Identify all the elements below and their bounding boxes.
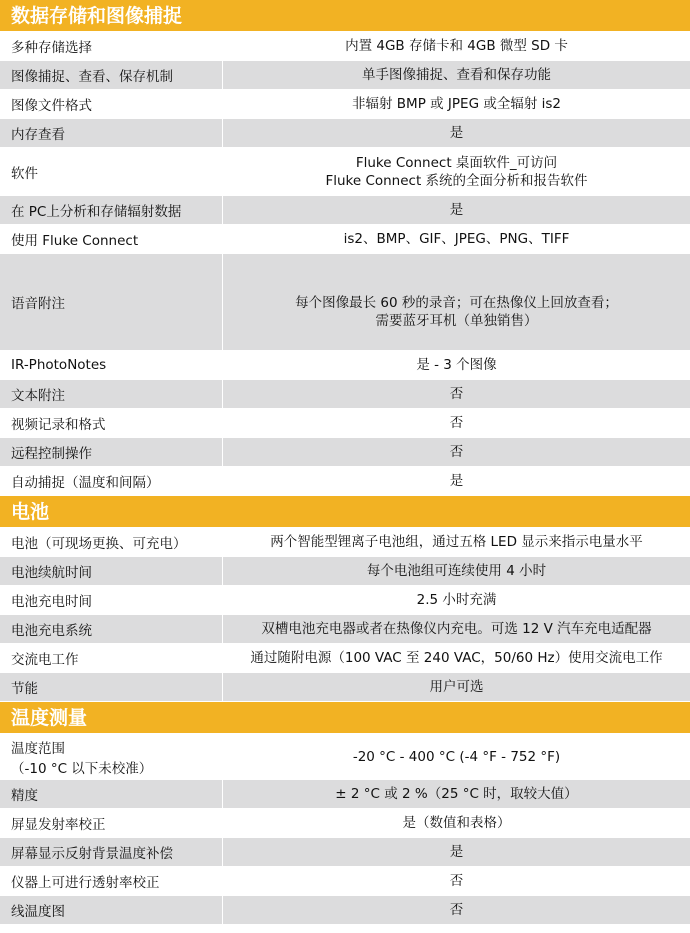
spec-row <box>0 409 690 438</box>
spec-label-cell <box>0 32 222 60</box>
spec-label: 电池（可现场更换、可充电） <box>11 536 187 552</box>
spec-row <box>0 380 690 409</box>
spec-value: 否 <box>449 902 464 918</box>
spec-value: 是 <box>449 473 464 489</box>
spec-row <box>0 734 690 780</box>
spec-value-cell <box>222 196 690 224</box>
spec-label-cell <box>0 438 222 466</box>
spec-label-cell <box>0 734 222 779</box>
spec-value-cell <box>222 896 690 924</box>
spec-value-cell <box>222 557 690 585</box>
spec-value-cell <box>222 867 690 895</box>
spec-value: 单手图像捕捉、查看和保存功能 <box>362 67 551 83</box>
spec-row <box>0 780 690 809</box>
spec-row <box>0 119 690 148</box>
spec-label-cell <box>0 409 222 437</box>
spec-label: 电池续航时间 <box>11 565 92 581</box>
spec-row <box>0 148 690 196</box>
spec-value-cell <box>222 61 690 89</box>
spec-label-cell <box>0 896 222 924</box>
spec-label-cell <box>0 119 222 147</box>
section-temperature-rows <box>0 734 690 925</box>
spec-value-cell <box>222 528 690 556</box>
spec-label-cell <box>0 586 222 614</box>
spec-label: 软件 <box>11 165 38 182</box>
spec-label: 图像捕捉、查看、保存机制 <box>11 69 173 85</box>
spec-row <box>0 557 690 586</box>
spec-value: 是 - 3 个图像 <box>416 357 497 373</box>
spec-value-cell <box>222 615 690 643</box>
spec-value: 用户可选 <box>429 679 484 695</box>
spec-value: 内置 4GB 存储卡和 4GB 微型 SD 卡 <box>345 38 568 54</box>
spec-row <box>0 32 690 61</box>
spec-label: 交流电工作 <box>11 652 79 668</box>
spec-value-cell <box>222 380 690 408</box>
spec-row <box>0 225 690 254</box>
spec-row <box>0 586 690 615</box>
spec-value: ± 2 °C 或 2 %（25 °C 时，取较大值） <box>335 786 578 802</box>
section-storage-rows <box>0 32 690 496</box>
spec-row <box>0 467 690 496</box>
spec-row <box>0 90 690 119</box>
spec-label-cell <box>0 380 222 408</box>
spec-label: 内存查看 <box>11 127 65 143</box>
spec-value-cell <box>222 673 690 701</box>
spec-label-cell <box>0 351 222 379</box>
spec-value: 通过随附电源（100 VAC 至 240 VAC，50/60 Hz）使用交流电工作 <box>250 650 663 666</box>
spec-label: 电池充电时间 <box>11 594 92 610</box>
spec-label-cell <box>0 225 222 253</box>
spec-row <box>0 254 690 351</box>
spec-label-cell <box>0 196 222 224</box>
spec-label: 节能 <box>11 681 38 697</box>
spec-label: 图像文件格式 <box>11 98 92 114</box>
spec-label-cell <box>0 61 222 89</box>
spec-label-cell <box>0 780 222 808</box>
spec-row <box>0 351 690 380</box>
spec-value-cell <box>222 225 690 253</box>
spec-value-cell <box>222 438 690 466</box>
spec-label-cell <box>0 254 222 350</box>
spec-row <box>0 673 690 702</box>
spec-value: is2、BMP、GIF、JPEG、PNG、TIFF <box>343 231 570 247</box>
spec-value: 否 <box>449 444 464 460</box>
spec-label: 语音附注 <box>11 296 65 312</box>
spec-label: 在 PC上分析和存储辐射数据 <box>11 204 182 220</box>
spec-value: 是 <box>449 202 464 218</box>
spec-label: 线温度图 <box>11 904 65 920</box>
spec-value: 每个图像最长 60 秒的录音；可在热像仪上回放查看； 需要蓝牙耳机（单独销售） <box>295 295 618 329</box>
spec-label: 屏幕显示反射背景温度补偿 <box>11 846 173 862</box>
section-battery-rows <box>0 528 690 702</box>
spec-row <box>0 896 690 925</box>
spec-row <box>0 838 690 867</box>
spec-value: 是 <box>449 125 464 141</box>
spec-value-cell <box>222 254 690 350</box>
spec-value: 非辐射 BMP 或 JPEG 或全辐射 is2 <box>352 96 561 112</box>
spec-label: 使用 Fluke Connect <box>11 233 139 249</box>
spec-value: 否 <box>449 415 464 431</box>
spec-value: 每个电池组可连续使用 4 小时 <box>366 563 547 579</box>
section-header-battery: 电池 <box>0 496 690 528</box>
spec-label-cell <box>0 673 222 701</box>
section-header-temperature: 温度测量 <box>0 702 690 734</box>
spec-value-cell <box>222 780 690 808</box>
spec-row <box>0 809 690 838</box>
spec-label: 电池充电系统 <box>11 623 92 639</box>
spec-label: 多种存储选择 <box>11 40 92 56</box>
spec-value-cell <box>222 644 690 672</box>
spec-label-cell <box>0 867 222 895</box>
spec-value-cell <box>222 809 690 837</box>
spec-row <box>0 196 690 225</box>
spec-row <box>0 438 690 467</box>
spec-row <box>0 61 690 90</box>
spec-label-cell <box>0 615 222 643</box>
spec-value-cell <box>222 838 690 866</box>
spec-value: 是 <box>449 844 464 860</box>
spec-value-cell <box>222 409 690 437</box>
spec-value-cell <box>222 148 690 195</box>
spec-value-cell <box>222 351 690 379</box>
spec-label: 精度 <box>11 788 38 804</box>
spec-row <box>0 644 690 673</box>
spec-label: 远程控制操作 <box>11 446 92 462</box>
spec-label-cell <box>0 90 222 118</box>
spec-value: 否 <box>449 386 464 402</box>
spec-label-cell <box>0 809 222 837</box>
spec-label-cell <box>0 838 222 866</box>
spec-row <box>0 615 690 644</box>
spec-value: 2.5 小时充满 <box>416 592 497 608</box>
spec-value-cell <box>222 586 690 614</box>
spec-value: 否 <box>449 873 464 889</box>
spec-label-cell <box>0 528 222 556</box>
spec-value-cell <box>222 119 690 147</box>
spec-label: 温度范围 （-10 °C 以下未校准） <box>11 740 153 777</box>
spec-label-cell <box>0 557 222 585</box>
spec-value-cell <box>222 32 690 60</box>
spec-row <box>0 528 690 557</box>
spec-value: 两个智能型锂离子电池组，通过五格 LED 显示来指示电量水平 <box>270 534 643 550</box>
spec-value: 是（数值和表格） <box>402 815 511 831</box>
spec-value-cell <box>222 467 690 495</box>
spec-label-cell <box>0 644 222 672</box>
spec-value-cell <box>222 734 690 779</box>
spec-label: 自动捕捉（温度和间隔） <box>11 475 160 491</box>
spec-label-cell <box>0 467 222 495</box>
spec-label-cell <box>0 148 222 195</box>
spec-label: 屏显发射率校正 <box>11 817 106 833</box>
spec-label: IR-PhotoNotes <box>11 357 107 373</box>
spec-value: 双槽电池充电器或者在热像仪内充电。可选 12 V 汽车充电适配器 <box>261 621 652 637</box>
spec-label: 仪器上可进行透射率校正 <box>11 875 160 891</box>
spec-value: -20 °C - 400 °C (-4 °F - 752 °F) <box>352 748 561 765</box>
spec-row <box>0 867 690 896</box>
spec-value-cell <box>222 90 690 118</box>
section-header-storage: 数据存储和图像捕捉 <box>0 0 690 32</box>
spec-label: 文本附注 <box>11 388 65 404</box>
spec-label: 视频记录和格式 <box>11 417 106 433</box>
spec-value: Fluke Connect 桌面软件_可访问 Fluke Connect 系统的全面分析和报告软件 <box>325 154 588 189</box>
